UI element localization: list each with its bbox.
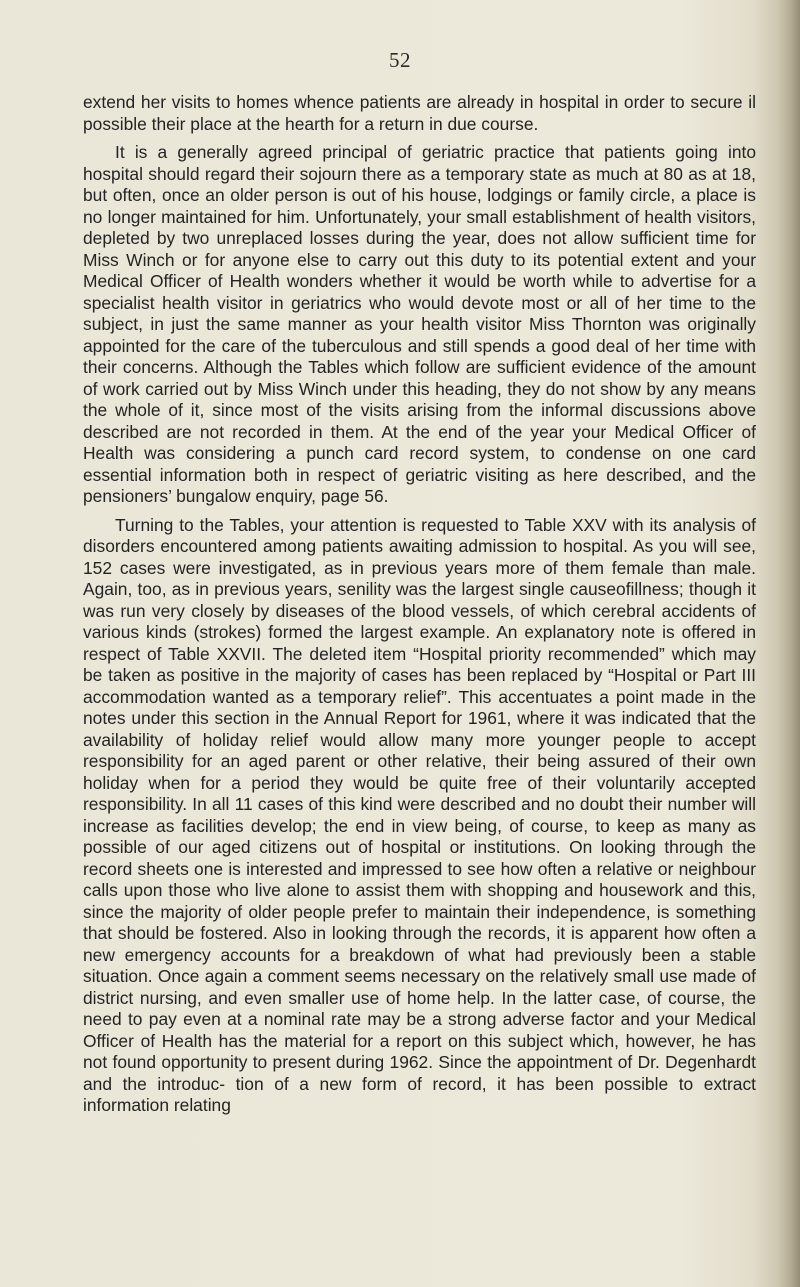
paragraph-2: It is a generally agreed principal of geriatric practice that patients going into hospital should regard their sojourn there as a temporary state as much at 80 as at 18, but often, once an older person is out of his house, lodgings or family circle, a place is no longer maintained for him. Unfortunately, your small establishment of health visitors, depleted by two unreplaced losses during the year, does not allow sufficient time for Miss Winch or for anyone else to carry out this duty to its potential extent and your Medical Officer of Health wonders whether it would be worth while to advertise for a specialist health visitor in geriatrics who would devote most or all of her time to the subject, in just the same manner as your health visitor Miss Thornton was originally appointed for the care of the tuberculous and still spends a good deal of her time with their concerns. Although the Tables which follow are sufficient evidence of the amount of work carried out by Miss Winch under this heading, they do not show by any means the whole of it, since most of the visits arising from the informal discussions above described are not recorded in them. At the end of the year your Medical Officer of Health was considering a punch card record system, to condense on one card essential information both in respect of geriatric visiting as here described, and the pensioners’ bungalow enquiry, page 56. <box>83 142 756 506</box>
body-text <box>83 92 756 1117</box>
paragraph-1: extend her visits to homes whence patients are already in hospital in order to secure il possible their place at the hearth for a return in due course. <box>83 92 756 134</box>
page-edge-shadow <box>778 0 800 1287</box>
page-number: 52 <box>389 48 411 72</box>
paragraph-3: Turning to the Tables, your attention is requested to Table XXV with its analysis of disorders encountered among patients awaiting admission to hospital. As you will see, 152 cases were investigated, as in previous years more of them female than male. Again, too, as in previous years, senility was the largest single causeofillness; though it was run very closely by diseases of the blood vessels, of which cerebral accidents of various kinds (strokes) formed the largest example. An explanatory note is offered in respect of Table XXVII. The deleted item “Hospital priority recommended” which may be taken as positive in the majority of cases has been replaced by “Hospital or Part III accommodation wanted as a temporary relief”. This accentuates a point made in the notes under this section in the Annual Report for 1961, where it was indicated that the availability of holiday relief would allow many more younger people to accept responsibility for an aged parent or other relative, their being assured of their own holiday when for a period they would be quite free of their voluntarily accepted responsibility. In all 11 cases of this kind were described and no doubt their number will increase as facilities develop; the end in view being, of course, to keep as many as possible of our aged citizens out of hospital or institutions. On looking through the record sheets one is interested and impressed to see how often a relative or neighbour calls upon those who live alone to assist them with shopping and housework and this, since the majority of older people prefer to maintain their independence, is something that should be fostered. Also in looking through the records, it is apparent how often a new emergency accounts for a breakdown of what had previously been a stable situation. Once again a comment seems necessary on the relatively small use made of district nursing, and even smaller use of home help. In the latter case, of course, the need to pay even at a nominal rate may be a strong adverse factor and your Medical Officer of Health has the material for a report on this subject which, however, he has not found opportunity to present during 1962. Since the appointment of Dr. Degenhardt and the introduc- tion of a new form of record, it has been possible to extract information relating <box>83 514 756 1115</box>
